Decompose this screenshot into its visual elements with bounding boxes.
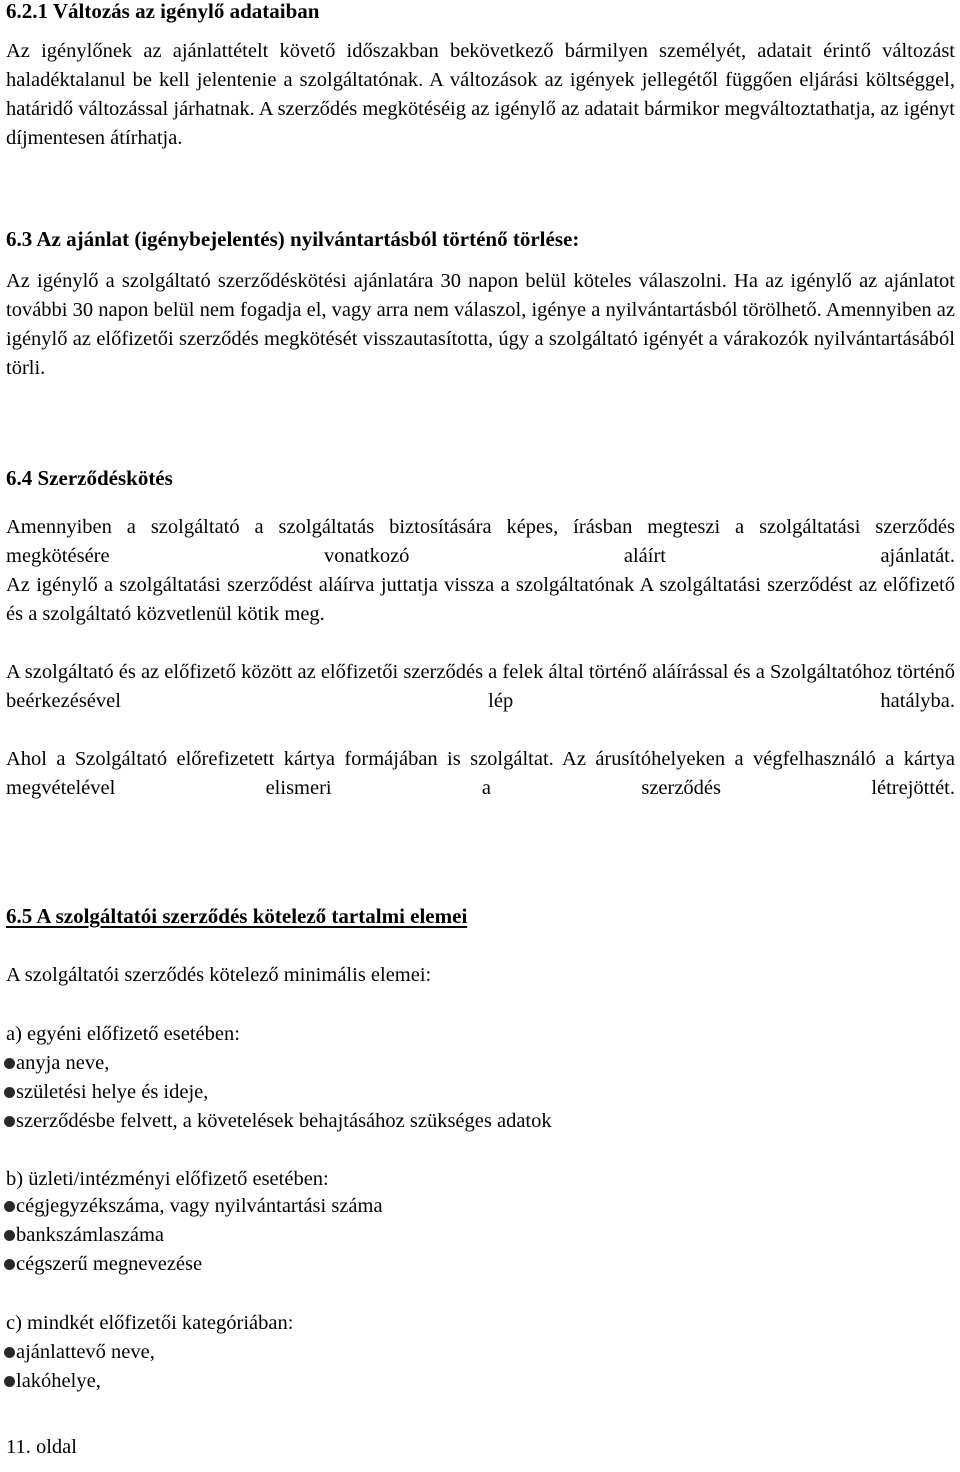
list-item-text: ajánlattevő neve, — [16, 1341, 155, 1363]
bullet-icon — [4, 1347, 15, 1358]
list-item-text: születési helye és ideje, — [16, 1081, 209, 1103]
section-6-5-title: 6.5 A szolgáltatói szerződés kötelező tartalmi elemei — [6, 904, 468, 928]
list-item-text: szerződésbe felvett, a követelések behajtásához szükséges adatok — [16, 1110, 552, 1132]
group-a-label: a) egyéni előfizető esetében: — [6, 1023, 240, 1045]
bullet-icon — [4, 1376, 15, 1387]
bullet-icon — [4, 1087, 15, 1098]
bullet-icon — [4, 1259, 15, 1270]
list-item — [6, 1367, 101, 1396]
bullet-icon — [4, 1058, 15, 1069]
section-6-3-title: 6.3 Az ajánlat (igénybejelentés) nyilvántartásból történő törlése: — [6, 227, 580, 251]
page-number: 11. oldal — [6, 1436, 77, 1458]
section-6-4-paragraph-1a: Amennyiben a szolgáltató a szolgáltatás biztosítására képes, írásban megteszi a szolgáltatási szerződés megkötésére vonatkozó aláírt ajánlatát. — [6, 516, 955, 567]
section-6-4-title: 6.4 Szerződéskötés — [6, 466, 173, 490]
list-item-text: lakóhelye, — [16, 1370, 101, 1392]
bullet-icon — [4, 1201, 15, 1212]
list-item — [6, 1250, 202, 1279]
list-item-text: cégjegyzékszáma, vagy nyilvántartási száma — [16, 1195, 383, 1217]
list-item — [6, 1338, 155, 1367]
section-6-2-1-title: 6.2.1 Változás az igénylő adataiban — [6, 0, 320, 23]
list-item — [6, 1049, 109, 1078]
section-6-4-paragraph-1b: Az igénylő a szolgáltatási szerződést aláírva juttatja vissza a szolgáltatónak A szolgáltatási szerződést az előfizető és a szolgáltató közvetlenül kötik meg. — [6, 574, 955, 625]
section-6-4-paragraph-3: Ahol a Szolgáltató előrefizetett kártya formájában is szolgáltat. Az árusítóhelyeken a végfelhasználó a kártya megvételével elismeri a szerződés létrejöttét. — [6, 748, 955, 799]
group-b-label: b) üzleti/intézményi előfizető esetében: — [6, 1168, 329, 1190]
section-6-5-intro: A szolgáltatói szerződés kötelező minimális elemei: — [6, 964, 432, 986]
list-item — [6, 1192, 383, 1221]
list-item — [6, 1078, 208, 1107]
group-c-label: c) mindkét előfizetői kategóriában: — [6, 1312, 294, 1334]
list-item — [6, 1107, 552, 1136]
list-item — [6, 1221, 164, 1250]
list-item-text: cégszerű megnevezése — [16, 1253, 203, 1275]
section-6-3-paragraph: Az igénylő a szolgáltató szerződéskötési ajánlatára 30 napon belül köteles válaszolni. Ha az igénylő az ajánlatot további 30 napon belül nem fogadja el, vagy arra nem válaszol, igénye a nyilvántartásból törölhető. Amennyiben az igénylő az előfizetői szerződés megkötését visszautasította, úgy a szolgáltató igényét a várakozók nyilvántartásából törli. — [6, 270, 955, 379]
list-item-text: anyja neve, — [16, 1052, 110, 1074]
bullet-icon — [4, 1116, 15, 1127]
bullet-icon — [4, 1230, 15, 1241]
section-6-4-paragraph-2: A szolgáltató és az előfizető között az előfizetői szerződés a felek által történő aláírással és a Szolgáltatóhoz történő beérkezésével lép hatályba. — [6, 661, 955, 712]
section-6-2-1-paragraph: Az igénylőnek az ajánlattételt követő időszakban bekövetkező bármilyen személyét, adatait érintő változást haladéktalanul be kell jelentenie a szolgáltatónak. A változások az igények jellegétől függően eljárási költséggel, határidő változással járhatnak. A szerződés megkötéséig az igénylő az adatait bármikor megváltoztathatja, az igényt díjmentesen átírhatja. — [6, 40, 955, 149]
list-item-text: bankszámlaszáma — [16, 1224, 164, 1246]
